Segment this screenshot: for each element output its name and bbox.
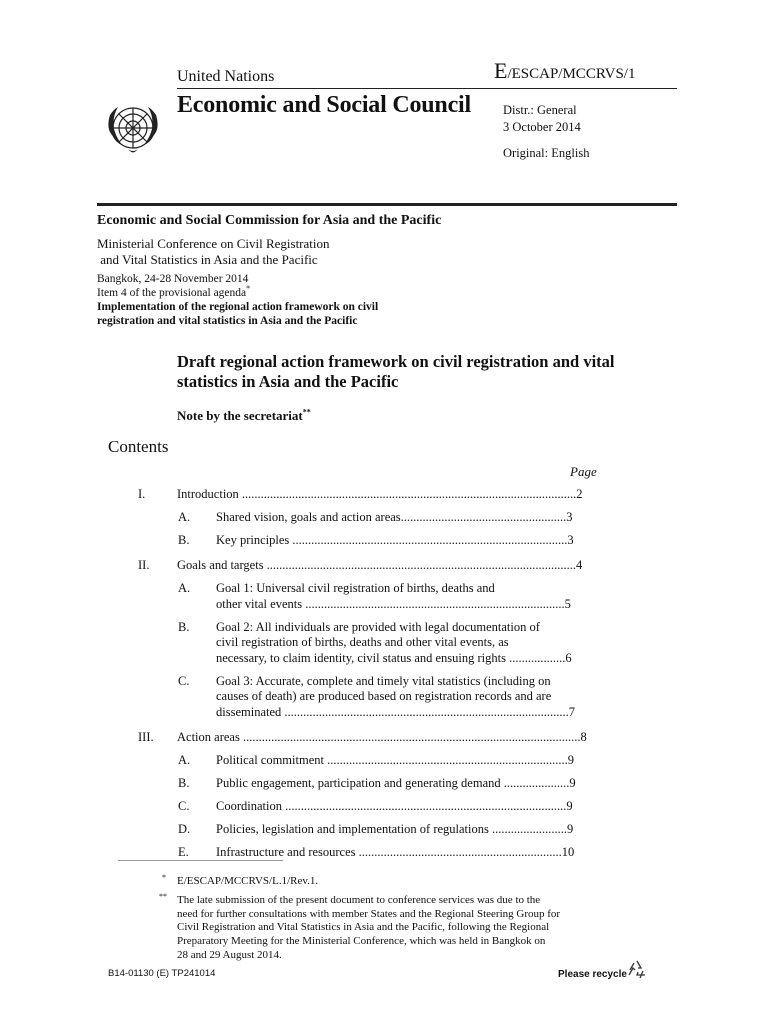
meeting-meta	[97, 272, 378, 328]
toc-item-line: Policies, legislation and implementation of regulations ........................9	[216, 821, 574, 836]
footnote-line: The late submission of the present document to conference services was due to the	[177, 893, 541, 906]
toc-item-line: Goal 2: All individuals are provided with legal documentation of	[216, 619, 540, 634]
page-column-label: Page	[570, 464, 597, 479]
note-by	[177, 408, 311, 424]
toc-item-line: Coordination ..........................................................................................9	[216, 798, 573, 813]
recycle-text: Please recycle	[558, 969, 627, 980]
agenda-item-text: Item 4 of the provisional agenda	[97, 287, 247, 299]
conference-line: and Vital Statistics in Asia and the Pacific	[97, 252, 318, 267]
distribution-block	[503, 102, 581, 136]
toc-section-number: II.	[138, 558, 150, 572]
toc-item-letter: A.	[178, 510, 191, 524]
footnote-line: 28 and 29 August 2014.	[177, 949, 282, 961]
toc-item-line: other vital events ...................................................................................5	[216, 596, 571, 611]
agenda-title	[97, 314, 378, 328]
footnote-mark: **	[159, 891, 167, 901]
issue-date: 3 October 2014	[503, 120, 581, 134]
toc-item-line: civil registration of births, deaths and other vital events, as	[216, 635, 509, 649]
toc-item-line: Political commitment .............................................................................9	[216, 752, 574, 767]
contents-heading: Contents	[108, 437, 169, 456]
original-language: Original: English	[503, 146, 590, 160]
toc-item-line: Infrastructure and resources .................................................................10	[216, 844, 575, 859]
conference-line: Ministerial Conference on Civil Registration	[97, 236, 330, 251]
footnote-line: Preparatory Meeting for the Ministerial Conference, which was held in Bangkok on	[177, 935, 546, 948]
symbol-prefix: E	[494, 58, 508, 83]
toc-section-title: Action areas ............................................................................................................8	[177, 729, 587, 744]
toc-item-line: Public engagement, participation and generating demand .....................9	[216, 775, 576, 790]
toc-item-line: Shared vision, goals and action areas.....................................................3	[216, 510, 573, 524]
footnote-line: Civil Registration and Vital Statistics in Asia and the Pacific, following the Regional	[177, 921, 550, 934]
footnote-ref: **	[302, 407, 311, 417]
toc-item-letter: B.	[178, 619, 190, 634]
toc-item-line: disseminated ...........................................................................................7	[216, 704, 576, 719]
place-date: Bangkok, 24-28 November 2014	[97, 273, 249, 285]
toc-item-letter: A.	[178, 581, 191, 595]
recycle-icon	[625, 958, 649, 982]
toc-item-line: Key principles ........................................................................................3	[216, 533, 574, 547]
toc-item-line: causes of death) are produced based on registration records and are	[216, 689, 552, 703]
toc-section-title: Introduction ...........................................................................................................2	[177, 487, 583, 501]
footnote-ref: *	[246, 284, 251, 294]
toc-item-letter: B.	[178, 775, 190, 790]
toc-item-letter: E.	[178, 844, 189, 859]
distribution: Distr.: General	[503, 103, 577, 117]
agenda-title	[97, 300, 378, 314]
toc-section-number: III.	[138, 729, 154, 744]
section-rule	[97, 203, 677, 206]
agenda-item	[97, 286, 378, 300]
un-emblem-icon	[100, 95, 166, 161]
toc-item-letter: C.	[178, 673, 190, 688]
footnote-rule	[118, 860, 283, 861]
note-text: Note by the secretariat	[177, 408, 303, 423]
header-rule	[177, 88, 677, 89]
toc-item-letter: A.	[178, 752, 191, 767]
council-title: Economic and Social Council	[177, 92, 471, 118]
document-title: Draft regional action framework on civil registration and vital statistics in Asia and the Pacific	[177, 352, 615, 391]
footnote-mark: *	[162, 873, 166, 882]
commission-name: Economic and Social Commission for Asia and the Pacific	[97, 213, 442, 228]
footnote-line: E/ESCAP/MCCRVS/L.1/Rev.1.	[177, 875, 319, 887]
toc-item-line: Goal 3: Accurate, complete and timely vital statistics (including on	[216, 673, 551, 688]
agenda-title-line: registration and vital statistics in Asia and the Pacific	[97, 315, 358, 327]
document-number: B14-01130 (E) TP241014	[108, 968, 216, 979]
footnote-line: need for further consultations with member States and the Regional Steering Group for	[177, 907, 561, 920]
symbol-rest: /ESCAP/MCCRVS/1	[507, 66, 636, 82]
conference-name	[97, 236, 330, 268]
agenda-title-line: Implementation of the regional action framework on civil	[97, 301, 379, 313]
toc-item-letter: C.	[178, 798, 190, 813]
toc-item-letter: D.	[178, 821, 191, 836]
toc-item-letter: B.	[178, 533, 190, 547]
toc-item-line: necessary, to claim identity, civil status and ensuing rights ..................6	[216, 650, 572, 665]
document-symbol	[494, 58, 635, 84]
toc-item-line: Goal 1: Universal civil registration of births, deaths and	[216, 581, 495, 595]
org-name: United Nations	[177, 68, 275, 85]
toc-section-number: I.	[138, 487, 146, 501]
toc-section-title: Goals and targets ...................................................................................................4	[177, 558, 583, 572]
